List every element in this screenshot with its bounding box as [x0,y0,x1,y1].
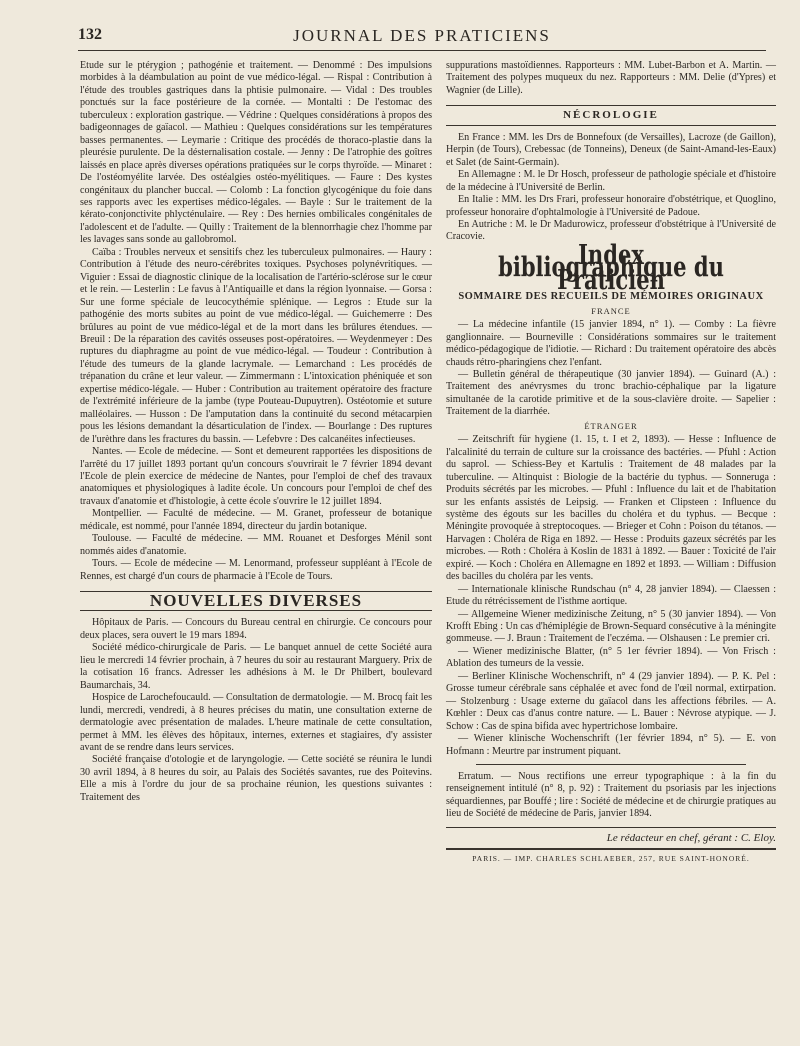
news-hospice-larochefoucauld: Hospice de Larochefoucauld. — Consultation de dermatologie. — M. Brocq fait les lundi, mercredi, vendredi, à 8 heures précises du matin, une consultation externe de dermatologie avec présentation de malades. L'heure matinale de cette consultation, permet à MM. les élèves des hôpitaux, internes, externes et stagiaires, d'y assister avant de se rendre dans leurs services. [80,692,432,754]
news-montpellier: Montpellier. — Faculté de médecine. — M. Granet, professeur de botanique médicale, est nommé, pour l'année 1894, directeur du jardin botanique. [80,508,432,532]
etranger-heading: ÉTRANGER [584,420,638,431]
divider [476,764,746,765]
index-medecine-infantile: — La médecine infantile (15 janvier 1894, n° 1). — Comby : La fièvre ganglionnaire. — Bourneville : Considérations sommaires sur le traitement médico-pédagogique de l'idiotie. — Richard : Du traitement opératoire des abcès chauds rétro-pharingiens chez l'enfant. [446,319,776,368]
news-tours: Tours. — Ecole de médecine — M. Lenormand, professeur suppléant à l'Ecole de Rennes, est chargé d'un cours de pharmacie à l'Ecole de Tours. [80,558,432,582]
news-toulouse: Toulouse. — Faculté de médecine. — MM. Rouanet et Desforges Ménil sont nommés aides d'anatomie. [80,533,432,557]
index-internationale: — Internationale klinische Rundschau (n° 4, 28 janvier 1894). — Claessen : Etude du rétrécissement de l'isthme aortique. [446,583,776,608]
left-column [80,60,432,804]
right-column [446,60,776,866]
index-wiener-wochen: — Wiener klinische Wochenschrift (1er février 1894, n° 5). — E. von Hofmann : Meurtre par instrument piquant. [446,733,776,757]
france-heading: FRANCE [591,305,631,316]
erratum: Erratum. — Nous rectifions une erreur typographique : à la fin du renseignement intitulé (n° 8, p. 92) : Traitement du psoriasis par les injections séquardiennes, par Bouffé ; lire : Société de médecine et de chirurgie pratiques au lieu de Société de médecine de Paris, janvier 1894. [446,771,776,820]
index-wiener-blatter: — Wiener medizinische Blatter, (n° 5 1er février 1894). — Von Frisch : Ablation des tumeurs de la vessie. [446,645,776,670]
index-bulletin: — Bulletin général de thérapeutique (30 janvier 1894). — Guinard (A.) : Traitement des anévrysmes du tronc brachio-céphalique par la ligature simultanée de la carotide primitive et de la sous-clavière droite. — Sapelier : Traitement de la diarrhée. [446,368,776,418]
printer-imprint: PARIS. — IMP. CHARLES SCHLAEBER, 257, RUE SAINT-HONORÉ. [446,848,776,865]
page-header [78,24,766,51]
index-zeitschrift: — Zeitschrift für hygiene (1. 15, t. I et 2, 1893). — Hesse : Influence de l'alcalinité du terrain de culture sur la croissance des bactéries. — Pfuhl : Action du saprol. — Schiess-Bey et Kartulis : Traitement de 48 malades par la tuberculine. — Altinquist : Biologie de la bactérie du typhus. — Sonneruga : Produits sécrétés par les microbes. — Pfuhl : Influence du lait et de l'habitation sur les enfants assistés de Leipsig. — Franken et Clipsteen : Influence du système des égouts sur les bacilles du choléra et du typhus. — Becque : Méningite provoquée à streptocoques. — Brieger et Cohn : Poison du tétanos. — Harvagen : Choléra de Riga en 1892. — Hesse : Produits gazeux sécrétés par les microbes. — Roth : Choléra à Koslin de 1831 à 1892. — Bauer : Toxicité de l'air expiré. — Koch : Choléra en Allemagne en 1892 et 1893. — William : Diffusion des bacilles du choléra par les vents. [446,434,776,583]
news-societe-medico-chirurgicale: Société médico-chirurgicale de Paris. — Le banquet annuel de cette Société aura lieu le mercredi 14 février prochain, à 7 heures du soir au restaurant Marguery. Prix de la cotisation 16 francs. Adresser les adhésions à M. le Dr Philbert, boulevard Baumarchais, 34. [80,642,432,691]
index-berliner: — Berliner Klinische Wochenschrift, n° 4 (29 janvier 1894). — P. K. Pel : Grosse tumeur cérébrale sans céphalée et avec fond de l'œil normal, extirpation. — Stolzenburg : Usage externe du gaïacol dans les affections fébriles. — A. Kœhler : Deux cas d'anus contre nature. — L. Bauer : Névrose atypique. — J. Schow : Cas de spina bifida avec hypertrichose lombaire. [446,670,776,732]
news-nantes: Nantes. — Ecole de médecine. — Sont et demeurent rapportées les dispositions de l'arrêté du 17 juillet 1893 portant qu'un concours s'ouvrirait le 7 février 1894 devant l'Ecole de plein exercice de médecine de Nantes, pour l'emploi de chef des travaux anatomiques et physiologiques à ladite école. Un concours pour l'emploi de chef des travaux d'anatomie et d'histologie, à cette école s'ouvrire le 12 juillet 1894. [80,446,432,507]
sommaire-heading: SOMMAIRE DES RECUEILS DE MÉMOIRES ORIGINAUX [458,291,764,303]
thesis-list-paragraph: Etude sur le ptérygion ; pathogénie et traitement. — Denommé : Des impulsions morbides à la déambulation au point de vue médico-légal. — Rispal : Contribution à l'étude des troubles gastriques dans la phtisie pulmonaire. — Vidal : Des troubles ponctués sur la face postérieure de la cornée. — Montalti : De l'estomac des tuberculeux : exploration gastrique. — Védrine : Quelques considérations à propos des badigeonnages de gaïacol. — Mathieu : Quelques considérations sur les températures basses permanentes. — Leymarie : Critique des procédés de thoraco-plastie dans la pleurésie purulente. De la désternalisation costale. — Jenny : De l'atrophie des goîtres laissés en place après diverses opérations pratiquées sur le corps thyroïde. — Minaret : De l'ostéomyélite larvée. Des ostéalgies ostéo-myélitiques. — Faure : Des kystes congénitaux du plancher buccal. — Colomb : La fonction glycogénique du foie dans ses rapports avec les expertises médico-légales. — Bayle : Sur le traitement de la kérato-conjonctivite phlycténulaire. — Rey : Des hernies ombilicales congénitales de l'adolescent et de l'adulte. — Quilly : Traitement de la blennorrhagie chez l'homme par les lavages sans sonde au gallobromol. [80,60,432,246]
page-number: 132 [78,26,102,43]
necrologie-france: En France : MM. les Drs de Bonnefoux (de Versailles), Lacroze (de Gaillon), Herpin (de Tours), Crebessac (de Tonneins), Deneux (de Saint-Amand-les-Eaux) et Salet (de Saint-Germain). [446,131,776,168]
otologie-continuation: suppurations mastoïdiennes. Rapporteurs : MM. Lubet-Barbon et A. Martin. — Traitement des polypes muqueux du nez. Rapporteurs : MM. Delie (d'Ypres) et Wagnier (de Lille). [446,60,776,96]
editor-signature: Le rédacteur en chef, gérant : C. Eloy. [446,827,776,844]
index-allgemeine: — Allgemeine Wiener medizinische Zeitung, n° 5 (30 janvier 1894). — Von Krofft Ebing : Un cas d'hémiplégie de Brown-Sequard consécutive à la méningite gommeuse. — J. Braun : Traitement de l'eczéma. — Olshausen : Le premier cri. [446,608,776,645]
section-title-necrologie: NÉCROLOGIE [446,105,776,125]
necrologie-allemagne: En Allemagne : M. le Dr Hosch, professeur de pathologie spéciale et d'histoire de la médecine à l'Université de Berlin. [446,169,776,193]
news-hopitaux: Hôpitaux de Paris. — Concours du Bureau central en chirurgie. Ce concours pour deux places, sera ouvert le 19 mars 1894. [80,617,432,641]
thesis-list-paragraph-2: Caïba : Troubles nerveux et sensitifs chez les tuberculeux pulmonaires. — Haury : Contribution à l'étude des neuro-cérébrites toxiques. Psychoses polynévritiques. — Viguier : Essai de diagnostic clinique de la localisation de l'artério-sclérose sur le cœur et le rein. — Lesterlin : Le favus à l'Antiquaille et dans la région lyonnaise. — Gorsa : Sur une forme spéciale de leucocythémie splénique. — Legros : Etude sur la pathogénie des morts subites au point de vue médico-légal. — Guichemerre : Des brûlures au point de vue médico-légal et de la mort dans les brûlures étendues. — Breuil : De la réparation des cavités osseuses post-opératoires. — Weydenmeyer : Des ruptures du diaphragme au point de vue médico-légal. — Toudeur : Contribution à l'étude des tumeurs de la glande lacrymale. — Lemarchand : Les procédés de trépanation du crâne et leur valeur. — Zimmermann : L'intoxication phéniquée et son expertise médico-légale. — Huber : Contribution au traitement opératoire des fracture de l'extrémité inférieure de la jambe (type Pouteau-Dupuytren). Ostéotomie et suture malléolaires. — Husson : De l'amputation dans la continuité du second métacarpien pous les lésions demandant la désarticulation de l'index. — Bourlange : Des ruptures de l'urèthre dans les fractures du bassin. — Lefebvre : Des calcanéites infectieuses. [80,246,432,445]
news-societe-otologie: Société française d'otologie et de laryngologie. — Cette société se réunira le lundi 30 avril 1894, à 8 heures du soir, au Palais des Sociétés savantes, rue des Poitevins. Elle a mis à l'ordre du jour de sa prochaine réunion, les questions suivantes : Traitement des [80,754,432,803]
journal-title: JOURNAL DES PRATICIENS [293,26,551,45]
necrologie-autriche: En Autriche : M. le Dr Madurowicz, professeur d'obstétrique à l'Université de Cracovie. [446,218,776,243]
necrologie-italie: En Italie : MM. les Drs Frari, professeur honoraire d'obstétrique, et Quoglino, professeur honoraire d'ophtalmologie à l'Université de Padoue. [446,194,776,218]
section-title-nouvelles: NOUVELLES DIVERSES [80,591,432,611]
index-title: Index bibliographique du Praticien [498,239,724,296]
